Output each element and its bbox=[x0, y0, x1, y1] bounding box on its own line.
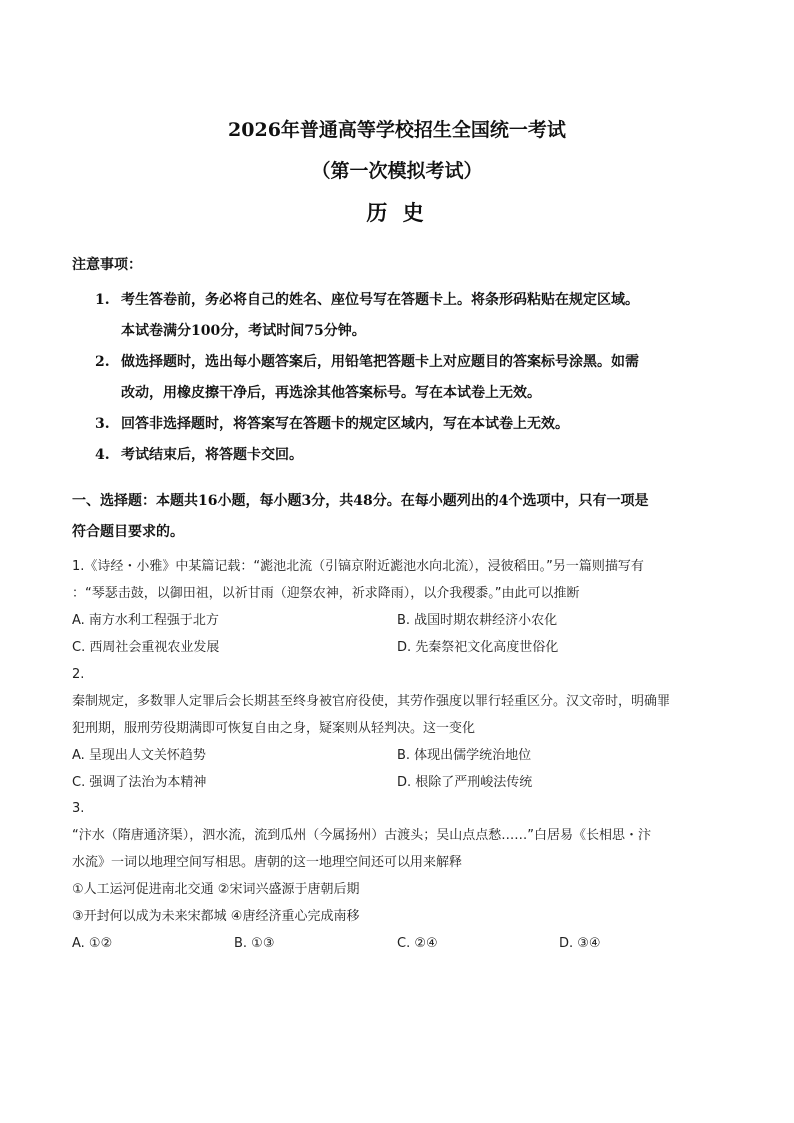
question-number: 2. bbox=[72, 667, 85, 682]
question-stem-line: 水流》一词以地理空间写相思。唐朝的这一地理空间还可以用来解释 bbox=[72, 855, 463, 870]
question-1 bbox=[72, 553, 732, 661]
notice-item-number: 4. bbox=[95, 447, 110, 463]
question-statement-line: ①人工运河促进南北交通 ②宋词兴盛源于唐朝后期 bbox=[72, 882, 360, 897]
notice-item-line: 做选择题时，选出每小题答案后，用铅笔把答题卡上对应题目的答案标号涂黑。如需 bbox=[121, 354, 639, 370]
notice-heading: 注意事项： bbox=[72, 257, 142, 273]
notice-item-line: 考生答卷前，务必将自己的姓名、座位号写在答题卡上。将条形码粘贴在规定区域。 bbox=[121, 292, 639, 308]
option-a: A. ①② bbox=[72, 936, 113, 951]
notice-item-number: 3. bbox=[95, 416, 110, 432]
option-row bbox=[72, 634, 732, 661]
question-statement-line: ③开封何以成为未来宋都城 ④唐经济重心完成南移 bbox=[72, 909, 360, 924]
question-stem-line: 1.《诗经・小雅》中某篇记载：“滮池北流（引镐京附近滮池水向北流），浸彼稻田。”另一篇则描写有 bbox=[72, 559, 644, 574]
option-d: D. 先秦祭祀文化高度世俗化 bbox=[397, 640, 559, 655]
option-row bbox=[72, 769, 732, 796]
option-a: A. 呈现出人文关怀趋势 bbox=[72, 748, 206, 763]
notice-item-line: 改动，用橡皮擦干净后，再选涂其他答案标号。写在本试卷上无效。 bbox=[121, 385, 541, 401]
option-row bbox=[72, 742, 732, 769]
option-c: C. ②④ bbox=[397, 936, 438, 951]
option-row bbox=[72, 930, 732, 957]
notice-list bbox=[95, 285, 735, 471]
option-d: D. ③④ bbox=[559, 936, 601, 951]
question-stem-line: “汴水（隋唐通济渠），泗水流，流到瓜州（今属扬州）古渡头；吴山点点愁……”白居易《长相思・汴 bbox=[72, 828, 651, 843]
question-3 bbox=[72, 795, 732, 957]
question-2 bbox=[72, 661, 732, 796]
section-heading bbox=[72, 486, 732, 548]
notice-item bbox=[95, 285, 735, 347]
option-b: B. 体现出儒学统治地位 bbox=[397, 748, 532, 763]
notice-item-number: 2. bbox=[95, 354, 110, 370]
notice-item-number: 1. bbox=[95, 292, 110, 308]
option-a: A. 南方水利工程强于北方 bbox=[72, 613, 219, 628]
notice-item-line: 回答非选择题时，将答案写在答题卡的规定区域内，写在本试卷上无效。 bbox=[121, 416, 569, 432]
section-heading-line: 一、选择题：本题共16小题，每小题3分，共48分。在每小题列出的4个选项中，只有一项是 bbox=[72, 493, 649, 509]
question-stem-line: 秦制规定，多数罪人定罪后会长期甚至终身被官府役使，其劳作强度以罪行轻重区分。汉文帝时，明确罪 bbox=[72, 694, 671, 709]
notice-item bbox=[95, 409, 735, 440]
exam-title: 2026年普通高等学校招生全国统一考试 bbox=[228, 119, 566, 141]
option-c: C. 强调了法治为本精神 bbox=[72, 775, 207, 790]
option-b: B. 战国时期农耕经济小农化 bbox=[397, 613, 558, 628]
notice-item bbox=[95, 440, 735, 471]
question-stem-line: ：“琴瑟击鼓，以御田祖，以祈甘雨（迎祭农神，祈求降雨），以介我稷黍。”由此可以推断 bbox=[72, 586, 580, 601]
subject-title: 历 史 bbox=[366, 200, 428, 225]
option-d: D. 根除了严刑峻法传统 bbox=[397, 775, 533, 790]
question-number: 3. bbox=[72, 801, 85, 816]
question-stem-line: 犯刑期，服刑劳役期满即可恢复自由之身，疑案则从轻判决。这一变化 bbox=[72, 721, 476, 736]
notice-item-line: 本试卷满分100分，考试时间75分钟。 bbox=[121, 323, 366, 339]
option-b: B. ①③ bbox=[234, 936, 275, 951]
exam-subtitle: （第一次模拟考试） bbox=[311, 160, 483, 182]
notice-item-line: 考试结束后，将答题卡交回。 bbox=[121, 447, 303, 463]
option-c: C. 西周社会重视农业发展 bbox=[72, 640, 220, 655]
option-row bbox=[72, 607, 732, 634]
notice-item bbox=[95, 347, 735, 409]
section-heading-line: 符合题目要求的。 bbox=[72, 524, 184, 540]
